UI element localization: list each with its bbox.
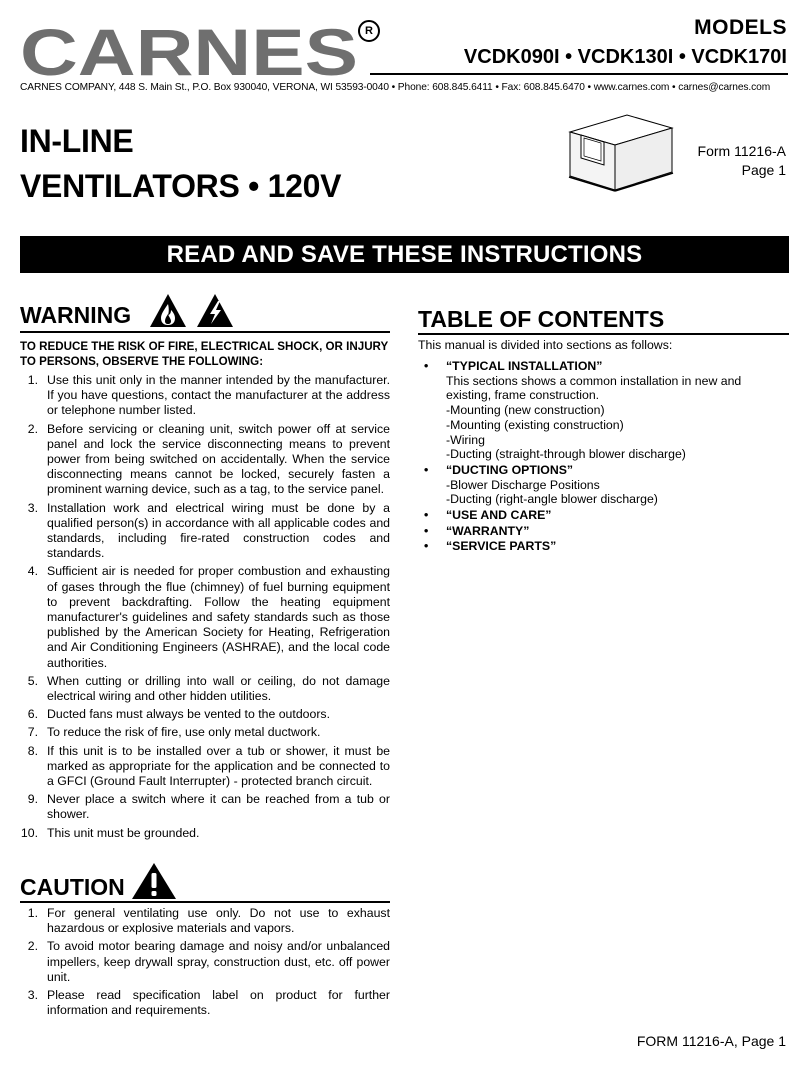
caution-rule xyxy=(20,901,390,903)
toc-line: -Wiring xyxy=(446,432,485,447)
item-number: 9. xyxy=(27,792,38,807)
doc-title-line1: IN-LINE xyxy=(20,123,134,159)
list-item xyxy=(20,501,390,562)
toc-section-title: “TYPICAL INSTALLATION” xyxy=(446,359,603,373)
list-item xyxy=(20,988,390,1018)
bullet: • xyxy=(424,462,429,477)
list-item xyxy=(20,744,390,790)
read-save-banner: READ AND SAVE THESE INSTRUCTIONS xyxy=(20,236,789,273)
models-label: MODELS xyxy=(694,16,787,39)
item-number: 6. xyxy=(27,707,38,722)
item-number: 3. xyxy=(27,500,38,515)
item-text: If this unit is to be installed over a tub or shower, it must be marked as appropriate for the application and be connected to a GFCI (Ground Fault Interrupter) - protected branch circuit. xyxy=(47,743,390,789)
toc-line: -Ducting (right-angle blower discharge) xyxy=(446,492,658,507)
item-text: Ducted fans must always be vented to the outdoors. xyxy=(47,707,330,722)
item-text: For general ventilating use only. Do not use to exhaust hazardous or explosive materials and vapors. xyxy=(47,906,390,936)
item-text: Use this unit only in the manner intended by the manufacturer. If you have questions, contact the manufacturer at the address or telephone number listed. xyxy=(47,373,390,418)
toc-section xyxy=(418,359,789,462)
item-text: Please read specification label on product for further information and requirements. xyxy=(47,988,390,1018)
item-text: Never place a switch where it can be reached from a tub or shower. xyxy=(47,792,390,822)
item-text: Sufficient air is needed for proper combustion and exhausting of gases through the flue (chimney) of fuel burning equipment to prevent backdrafting. Follow the heating equipment manufacturer's guidelines and safety standards such as those published by the American Society for Heating, Refrigeration and Air Conditioning Engineers (ASHRAE), and the local code authorities. xyxy=(47,564,390,670)
item-text: Installation work and electrical wiring must be done by a qualified person(s) in accordance with all applicable codes and standards, including fire-rated construction codes and standards. xyxy=(47,500,390,561)
item-number: 10. xyxy=(20,825,38,840)
page-footer: FORM 11216-A, Page 1 xyxy=(636,1033,786,1049)
model-number: VCDK090I xyxy=(463,46,560,68)
toc-intro: This manual is divided into sections as follows: xyxy=(418,338,673,352)
electrical-shock-icon xyxy=(196,293,234,328)
item-number: 4. xyxy=(27,564,38,579)
toc-line: -Ducting (straight-through blower discharge) xyxy=(446,447,686,462)
fire-hazard-icon xyxy=(149,293,187,328)
model-number: VCDK130I xyxy=(577,46,674,68)
toc-list xyxy=(418,359,789,555)
toc-section-title: “WARRANTY” xyxy=(446,523,530,538)
doc-title-line2: VENTILATORS • 120V xyxy=(20,168,342,204)
item-number: 2. xyxy=(27,939,38,954)
toc-line: -Mounting (existing construction) xyxy=(446,417,624,432)
item-text: To avoid motor bearing damage and noisy and/or unbalanced impellers, keep drywall spray, construction dust, etc. off power unit. xyxy=(47,939,390,984)
bullet: • xyxy=(424,539,429,554)
item-text: Before servicing or cleaning unit, switch power off at service panel and lock the service disconnecting means to prevent power from being switched on accidentally. When the service disconnecting means cannot be locked, securely fasten a prominent warning device, such as a tag, to the service panel. xyxy=(47,421,390,497)
item-text: To reduce the risk of fire, use only metal ductwork. xyxy=(47,725,321,740)
bullet: • xyxy=(424,359,429,373)
caution-exclamation-icon xyxy=(131,862,177,900)
company-address: CARNES COMPANY, 448 S. Main St., P.O. Box 930040, VERONA, WI 53593-0040 • Phone: 608.845.6411 • Fax: 608.845.6470 • www.carnes.com • carnes@carnes.com xyxy=(20,82,771,93)
warning-list xyxy=(20,373,390,844)
item-number: 3. xyxy=(27,988,38,1003)
toc-section-title: “DUCTING OPTIONS” xyxy=(446,462,574,477)
item-number: 5. xyxy=(27,673,38,688)
item-number: 1. xyxy=(27,906,38,920)
list-item xyxy=(20,707,390,722)
list-item xyxy=(20,422,390,498)
list-item xyxy=(20,674,390,704)
warning-rule xyxy=(20,331,390,333)
list-item xyxy=(20,792,390,822)
svg-text:CARNES: CARNES xyxy=(20,20,358,80)
toc-section xyxy=(418,463,789,507)
toc-heading: TABLE OF CONTENTS xyxy=(418,306,665,332)
toc-section xyxy=(418,524,789,539)
carnes-logo xyxy=(20,20,395,80)
toc-line: This sections shows a common installation in new and existing, frame construction. xyxy=(446,373,742,403)
toc-section-title: “USE AND CARE” xyxy=(446,508,552,523)
list-item xyxy=(20,906,390,936)
toc-line: -Mounting (new construction) xyxy=(446,403,605,418)
header-rule xyxy=(370,73,788,75)
models-line xyxy=(464,46,787,69)
form-page-text: Page 1 xyxy=(741,162,786,178)
list-item xyxy=(20,373,390,419)
list-item xyxy=(20,725,390,740)
list-item xyxy=(20,564,390,670)
model-separator: • xyxy=(559,46,578,68)
ventilator-unit-illustration xyxy=(565,110,675,194)
bullet: • xyxy=(424,508,429,523)
list-item xyxy=(20,826,390,841)
item-number: 1. xyxy=(27,373,38,387)
toc-section-title: “SERVICE PARTS” xyxy=(446,539,557,554)
item-text: When cutting or drilling into wall or ceiling, do not damage electrical wiring and other hidden utilities. xyxy=(47,673,390,704)
toc-section xyxy=(418,539,789,554)
model-separator: • xyxy=(673,46,692,68)
list-item xyxy=(20,939,390,985)
item-number: 8. xyxy=(27,743,38,758)
toc-rule xyxy=(418,333,789,335)
item-text: This unit must be grounded. xyxy=(47,825,200,840)
toc-line: -Blower Discharge Positions xyxy=(446,477,600,492)
model-number: VCDK170I xyxy=(691,46,787,68)
bullet: • xyxy=(424,523,429,538)
registered-mark: R xyxy=(358,20,380,42)
form-number xyxy=(698,142,786,180)
warning-intro: TO REDUCE THE RISK OF FIRE, ELECTRICAL SHOCK, OR INJURY TO PERSONS, OBSERVE THE FOLLOWING: xyxy=(20,340,389,368)
item-number: 7. xyxy=(27,725,38,740)
warning-heading: WARNING xyxy=(20,302,132,328)
item-number: 2. xyxy=(27,421,38,436)
toc-section xyxy=(418,508,789,523)
caution-heading: CAUTION xyxy=(20,874,125,900)
caution-list xyxy=(20,906,390,1021)
form-number-text: Form 11216-A xyxy=(697,143,786,159)
